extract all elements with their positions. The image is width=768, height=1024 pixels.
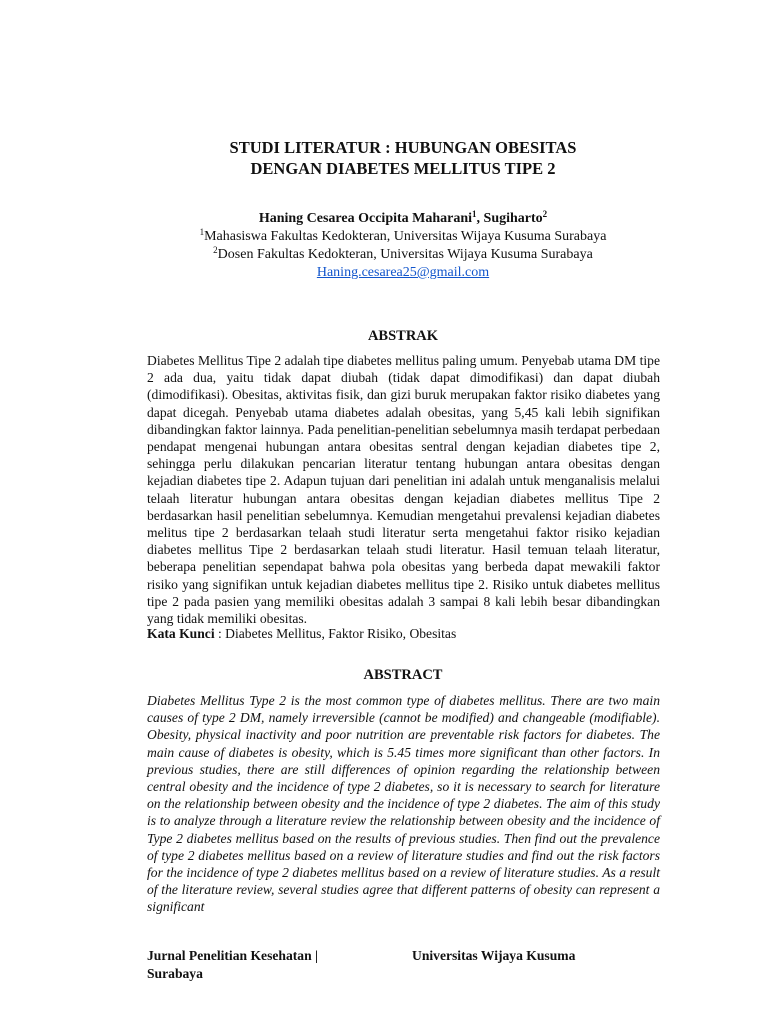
abstract-paragraph: Diabetes Mellitus Type 2 is the most common type of diabetes mellitus. There are two main causes of type 2 DM, namely irreversible (cannot be modified) and changeable (modifiable). Obesity, physical inactivity and poor nutrition are preventable risk factors for diabetes. The main cause of diabetes is obesity, which is 5.45 times more significant than other factors. In previous studies, there are still differences of opinion regarding the relationship between central obesity and the incidence of type 2 diabetes, so it is necessary to search for literature on the relationship between obesity and the incidence of type 2 diabetes. The aim of this study is to analyze through a literature review the relationship between obesity and the incidence of Type 2 diabetes mellitus based on the results of previous studies. Then find out the prevalence of type 2 diabetes mellitus based on a review of literature studies and find out the risk factors for the incidence of type 2 diabetes mellitus based on a review of literature studies. As a result of the literature review, several studies agree that different patterns of obesity can represent a significant <box>147 693 660 915</box>
abstrak-paragraph: Diabetes Mellitus Tipe 2 adalah tipe diabetes mellitus paling umum. Penyebab utama DM tipe 2 ada dua, yaitu tidak dapat diubah (tidak dapat dimodifikasi) dan dapat diubah (dimodifikasi). Obesitas, aktivitas fisik, dan gizi buruk merupakan faktor risiko diabetes yang dapat dicegah. Penyebab utama diabetes adalah obesitas, yang 5,45 kali lebih signifikan dibandingkan faktor lainnya. Pada penelitian-penelitian sebelumnya masih terdapat perbedaan pendapat mengenai hubungan antara obesitas sentral dengan kejadian diabetes tipe 2, sehingga perlu dilakukan pencarian literatur tentang hubungan antara obesitas dengan kejadian diabetes tipe 2. Adapun tujuan dari penelitian ini adalah untuk menganalisis melalui telaah literatur hubungan antara obesitas dengan kejadian diabetes mellitus Tipe 2 berdasarkan hasil penelitian sebelumnya. Kemudian mengetahui prevalensi kejadian diabetes melitus tipe 2 berdasarkan telaah studi literatur serta mengetahui faktor risiko kejadian diabetes mellitus Tipe 2 berdasarkan telaah studi literatur. Hasil temuan telaah literatur, beberapa penelitian sependapat bahwa pola obesitas yang berbeda dapat mewakili faktor risiko yang signifikan untuk kejadian diabetes mellitus tipe 2. Risiko untuk diabetes mellitus tipe 2 pada pasien yang memiliki obesitas adalah 3 sampai 8 kali lebih besar dibandingkan yang tidak memiliki obesitas. <box>147 353 660 627</box>
title-line-2: DENGAN DIABETES MELLITUS TIPE 2 <box>250 159 556 178</box>
author-separator: , <box>476 211 484 226</box>
keywords-line <box>147 626 456 642</box>
author-2: Sugiharto <box>483 211 543 226</box>
abstrak-heading: ABSTRAK <box>367 328 439 344</box>
affiliation-2 <box>0 246 768 264</box>
author-1: Haning Cesarea Occipita Maharani <box>258 211 473 226</box>
author-1-sup: 1 <box>472 209 477 219</box>
affiliation-1-text: Mahasiswa Fakultas Kedokteran, Universitas Wijaya Kusuma Surabaya <box>204 229 607 244</box>
affiliation-2-sup: 2 <box>213 245 218 255</box>
author-names <box>0 210 768 228</box>
affiliation-1 <box>0 228 768 246</box>
keywords-value: : Diabetes Mellitus, Faktor Risiko, Obesitas <box>214 626 457 641</box>
keywords-label: Kata Kunci <box>147 626 215 641</box>
footer-university: Universitas Wijaya Kusuma <box>412 948 576 963</box>
footer-journal-name: Jurnal Penelitian Kesehatan | Surabaya <box>147 948 319 981</box>
abstract-heading: ABSTRACT <box>363 667 443 683</box>
paper-title <box>0 137 768 179</box>
title-line-1: STUDI LITERATUR : HUBUNGAN OBESITAS <box>229 138 577 157</box>
author-email-link[interactable]: Haning.cesarea25@gmail.com <box>316 265 490 280</box>
author-2-sup: 2 <box>542 209 548 219</box>
affiliation-1-sup: 1 <box>199 227 205 237</box>
author-block <box>0 210 768 282</box>
affiliation-2-text: Dosen Fakultas Kedokteran, Universitas Wijaya Kusuma Surabaya <box>217 247 593 262</box>
